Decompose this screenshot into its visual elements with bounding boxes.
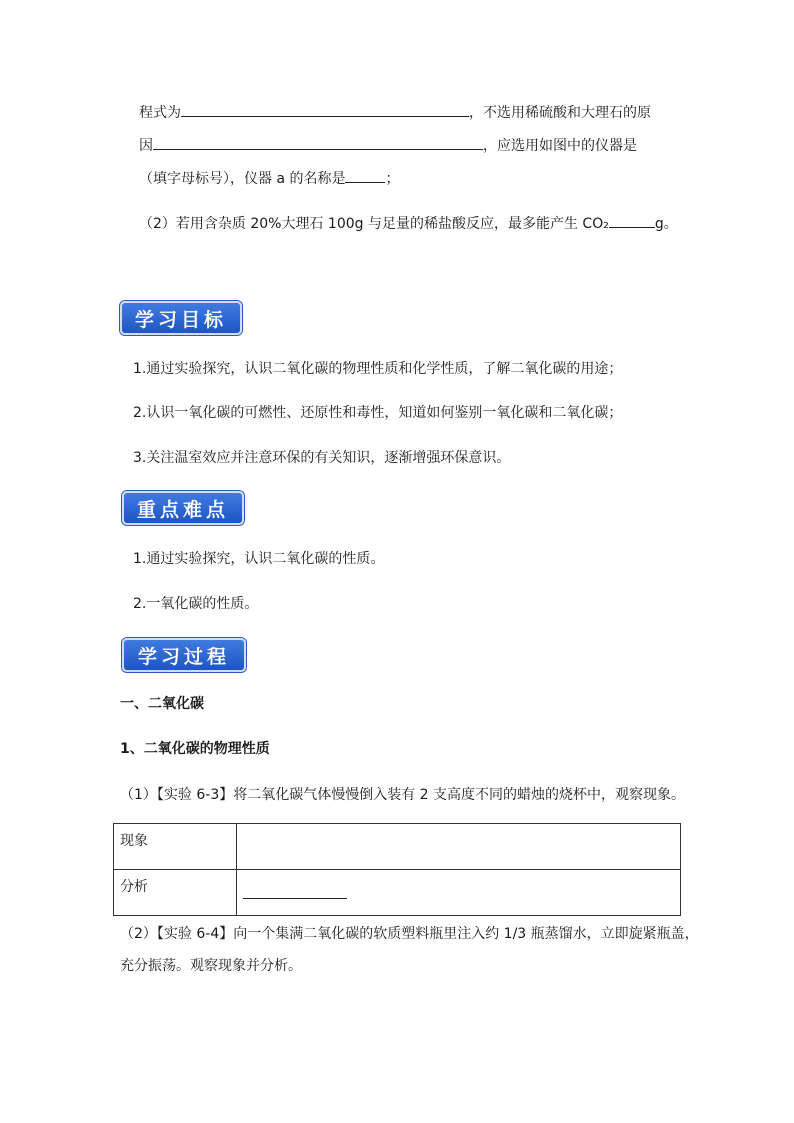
question-text: ，不选用稀硫酸和大理石的原 — [469, 105, 651, 121]
answer-blank[interactable] — [181, 102, 469, 117]
question-line-3 — [139, 168, 399, 189]
section-tag-objectives: 学习目标 — [120, 301, 242, 335]
answer-blank[interactable] — [153, 135, 483, 150]
subsection-title: 1、二氧化碳的物理性质 — [120, 741, 270, 757]
experiment-text: （2）【实验 6-4】向一个集满二氧化碳的软质塑料瓶里注入约 1/3 瓶蒸馏水，立即旋紧瓶盖， — [120, 926, 699, 942]
objective-item: 2.认识一氧化碳的可燃性、还原性和毒性，知道如何鉴别一氧化碳和二氧化碳； — [133, 405, 623, 421]
row-label: 分析 — [114, 870, 237, 916]
key-point-item: 1.通过实验探究，认识二氧化碳的性质。 — [133, 551, 385, 567]
objective-item: 3.关注温室效应并注意环保的有关知识，逐渐增强环保意识。 — [133, 450, 511, 466]
objective-item: 1.通过实验探究，认识二氧化碳的物理性质和化学性质，了解二氧化碳的用途； — [133, 361, 623, 377]
question-line-4 — [139, 213, 678, 234]
question-line-1 — [139, 102, 651, 123]
question-text: （填字母标号），仪器 a 的名称是 — [139, 171, 346, 187]
answer-blank[interactable] — [243, 884, 347, 899]
section-tag-process: 学习过程 — [122, 638, 246, 672]
question-text: （2）若用含杂质 20%大理石 100g 与足量的稀盐酸反应，最多能产生 CO₂ — [139, 216, 609, 232]
question-text: 因 — [139, 138, 153, 154]
row-label: 现象 — [114, 824, 237, 870]
question-line-2 — [139, 135, 637, 156]
key-point-item: 2.一氧化碳的性质。 — [133, 596, 259, 612]
experiment-text: 充分振荡。观察现象并分析。 — [120, 958, 302, 974]
answer-blank[interactable] — [609, 213, 655, 228]
row-value[interactable] — [237, 824, 681, 870]
question-text: ，应选用如图中的仪器是 — [483, 138, 637, 154]
answer-blank[interactable] — [345, 168, 385, 183]
row-value[interactable] — [237, 870, 681, 916]
question-text: 程式为 — [139, 105, 181, 121]
question-text: ； — [385, 171, 400, 187]
table-row — [114, 824, 681, 870]
section-title: 一、二氧化碳 — [120, 696, 204, 712]
experiment-text: （1）【实验 6-3】将二氧化碳气体慢慢倒入装有 2 支高度不同的蜡烛的烧杯中，观察现象。 — [120, 787, 686, 803]
question-text: g。 — [654, 216, 678, 232]
section-tag-key-points: 重点难点 — [122, 491, 244, 525]
table-row — [114, 870, 681, 916]
observation-table — [113, 823, 681, 916]
